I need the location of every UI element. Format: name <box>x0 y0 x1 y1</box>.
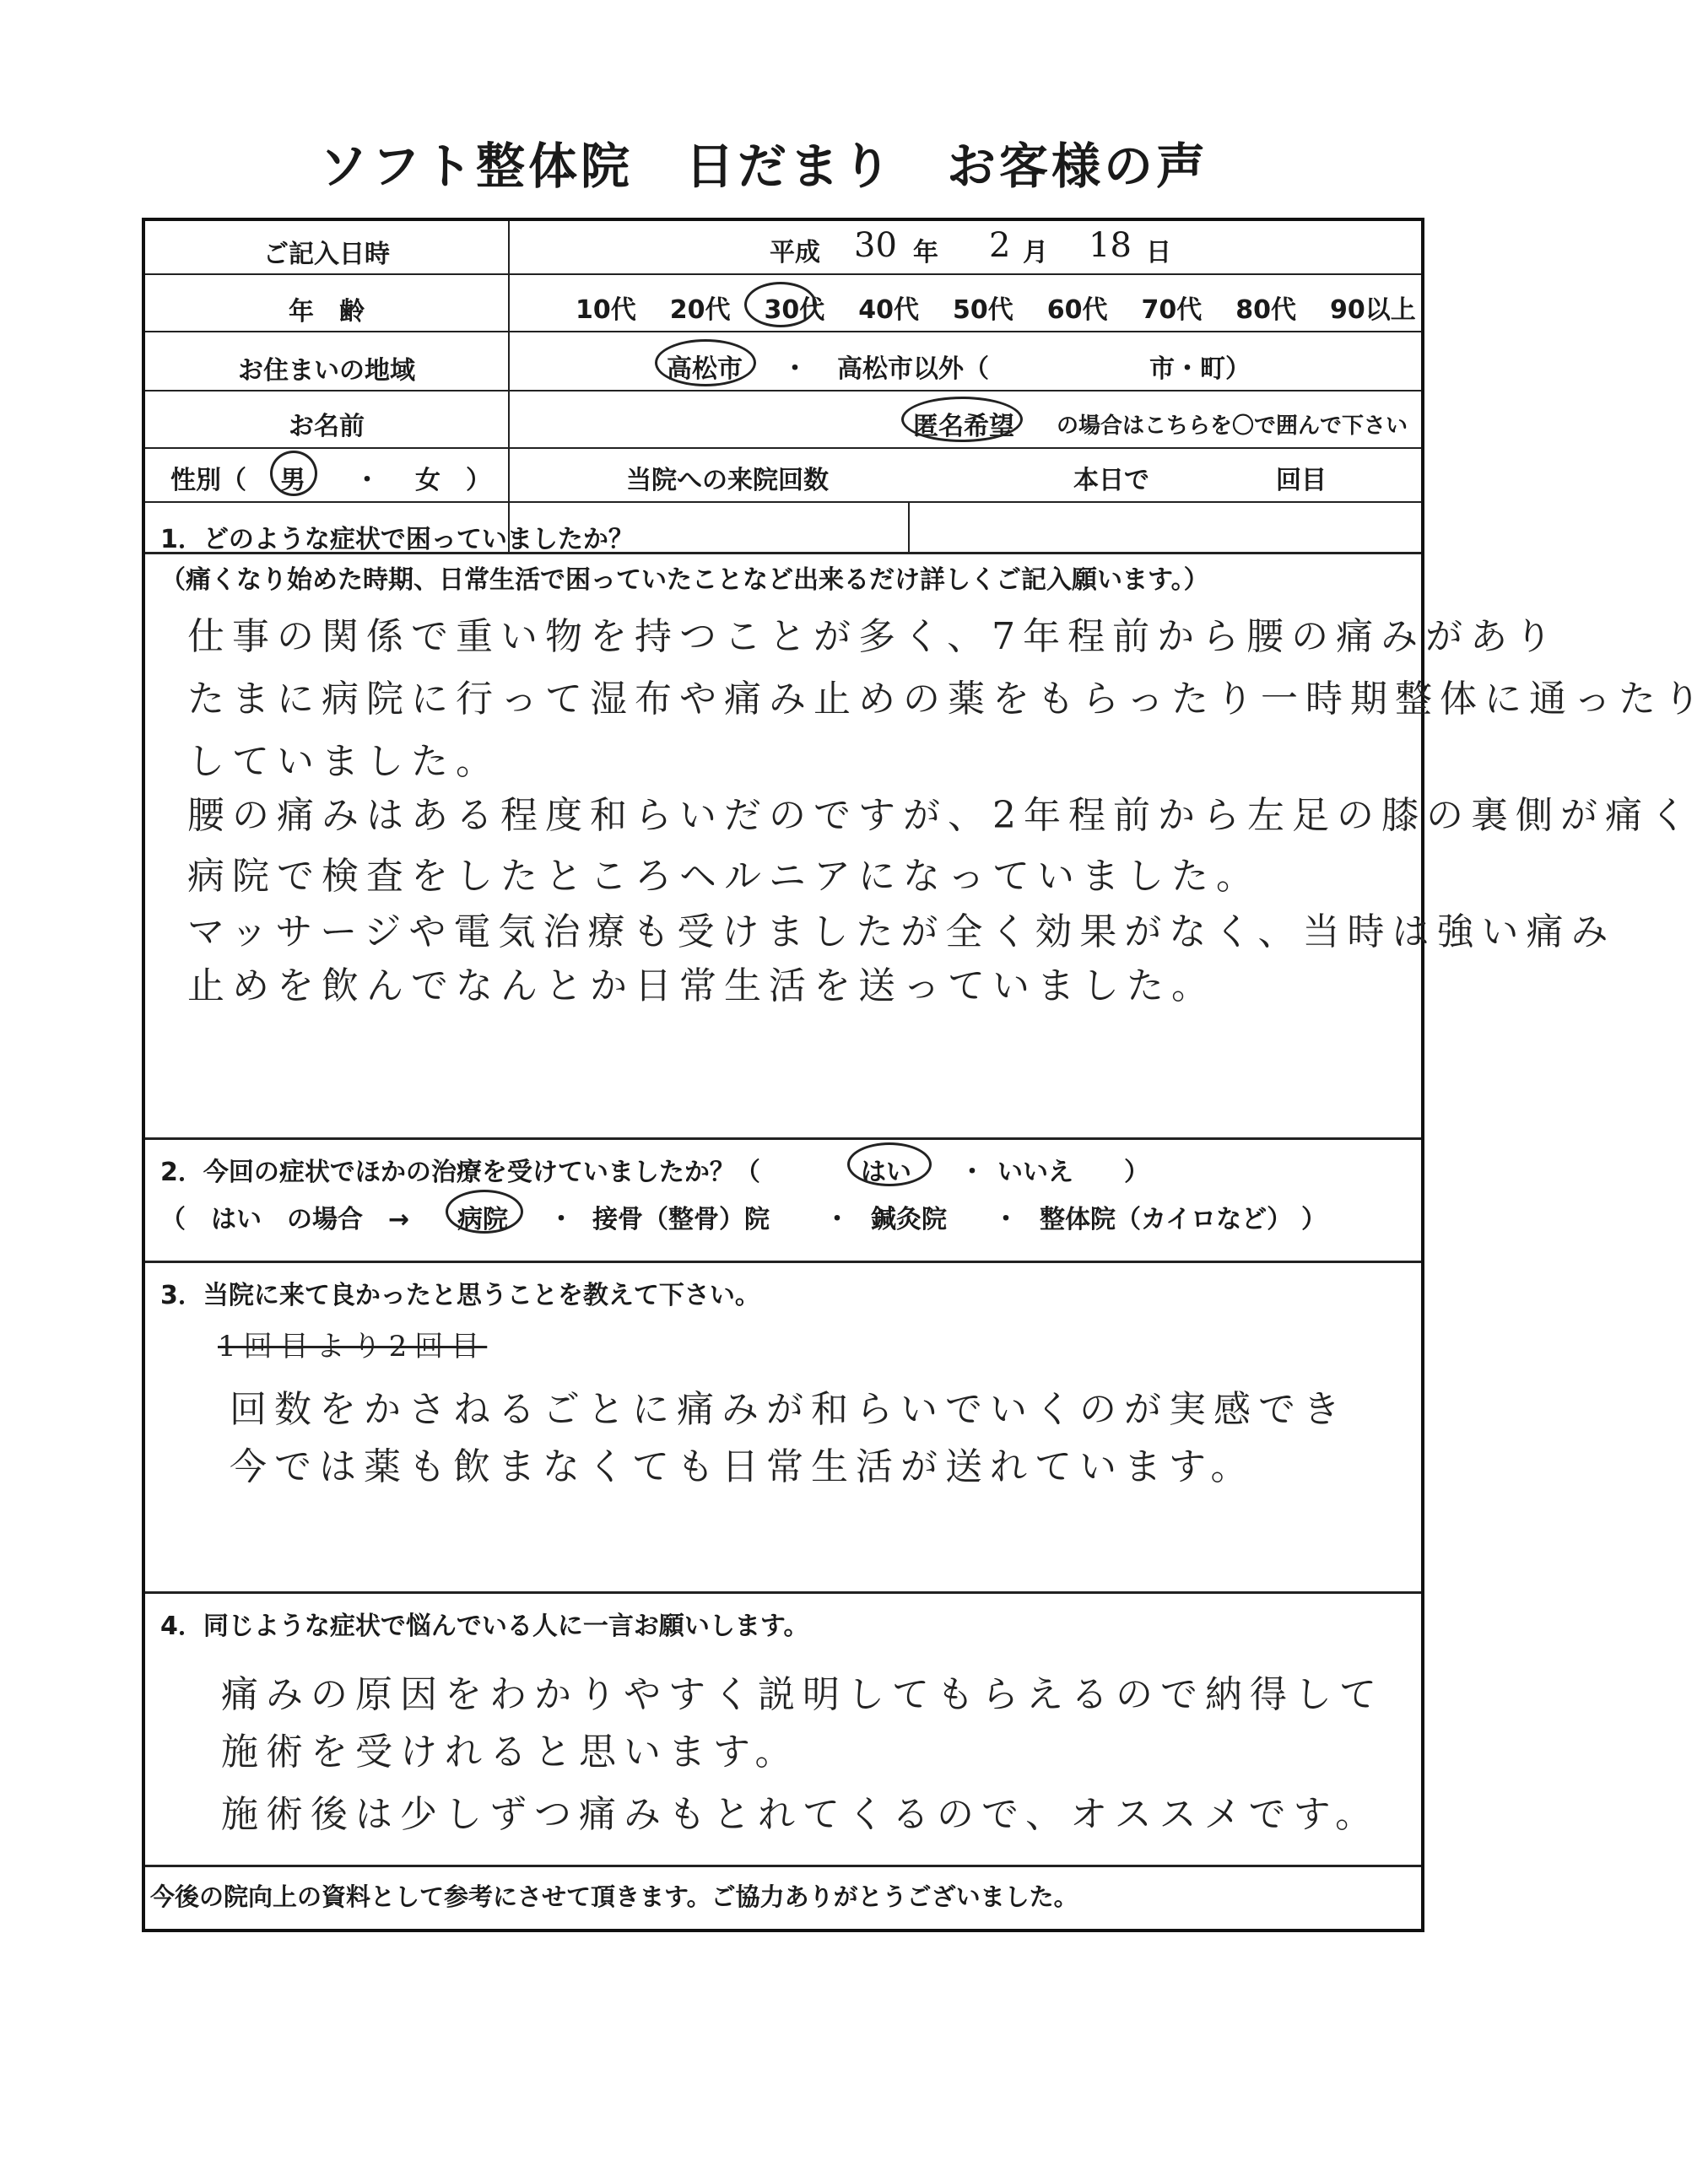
age-option[interactable]: 40代 <box>858 295 919 325</box>
q2-yes-selected-circle <box>847 1142 932 1186</box>
q2-question: 2．今回の症状でほかの治療を受けていましたか？（ <box>160 1158 760 1187</box>
q2-option-selected-circle <box>446 1190 523 1234</box>
q1-answer-line: していました。 <box>187 740 500 783</box>
q3-answer-line: 回数をかさねるごとに痛みが和らいでいくのが実感でき <box>230 1388 1348 1431</box>
age-selected-circle <box>744 282 817 327</box>
footer-note: 今後の院向上の資料として参考にさせて頂きます。ご協力ありがとうございました。 <box>150 1882 1078 1911</box>
q2-detail-prefix: （ はい の場合 → <box>160 1205 410 1234</box>
region-city-suffix: 市・町） <box>1149 354 1251 384</box>
q2-option-acupuncture[interactable]: 鍼灸院 <box>871 1205 947 1234</box>
age-label: 年 齢 <box>289 297 365 327</box>
q1-answer-line: 止めを飲んでなんとか日常生活を送っていました。 <box>187 964 1216 1007</box>
q4-answer-line: 施術を受けれると思います。 <box>221 1731 800 1774</box>
q2-close: ） <box>1124 1158 1149 1187</box>
age-option[interactable]: 30代 <box>764 295 825 325</box>
survey-form <box>142 218 1708 1932</box>
q1-answer-line: マッサージや電気治療も受けましたが全く効果がなく、当時は強い痛み <box>187 910 1616 953</box>
q3-question: 3．当院に来て良かったと思うことを教えて下さい。 <box>160 1281 760 1310</box>
q4-answer-line: 施術後は少しずつ痛みもとれてくるので、オススメです。 <box>221 1793 1381 1836</box>
row-divider <box>145 501 1421 503</box>
q1-question: 1．どのような症状で困っていましたか？ <box>160 525 634 554</box>
gender-selected-circle <box>270 451 317 496</box>
q1-note: （痛くなり始めた時期、日常生活で困っていたことなど出来るだけ詳しくご記入願います。） <box>160 565 1209 595</box>
date-year: 30 <box>854 226 897 265</box>
date-month-unit: 月 <box>1023 238 1048 267</box>
age-option[interactable]: 70代 <box>1141 295 1203 325</box>
page-title: ソフト整体院 日だまり お客様の声 <box>318 138 1208 195</box>
age-option[interactable]: 60代 <box>1046 295 1108 325</box>
q2-dot: ・ <box>959 1158 985 1187</box>
age-option[interactable]: 20代 <box>669 295 731 325</box>
q2-dot: ・ <box>993 1205 1019 1234</box>
visits-label: 当院への来院回数 <box>626 466 829 495</box>
q2-answer-no[interactable]: いいえ <box>997 1158 1073 1187</box>
age-option[interactable]: 80代 <box>1235 295 1296 325</box>
region-option-other[interactable]: 高松市以外（ <box>837 354 989 384</box>
age-option[interactable]: 50代 <box>953 295 1013 325</box>
q4-answer-line: 痛みの原因をわかりやすく説明してもらえるので納得して <box>221 1673 1384 1716</box>
row-divider <box>145 447 1421 449</box>
column-divider <box>908 501 910 552</box>
region-selected-circle <box>655 339 756 386</box>
date-year-unit: 年 <box>913 238 938 267</box>
q3-answer-line: 今では薬も飲まなくても日常生活が送れています。 <box>230 1445 1256 1488</box>
q3-struck-line: 1回目より2回目 <box>218 1330 488 1364</box>
visits-count-unit: 回目 <box>1276 466 1327 495</box>
section-divider <box>145 1137 1421 1140</box>
age-option[interactable]: 90以上 <box>1330 295 1416 325</box>
column-divider <box>508 221 510 552</box>
date-day: 18 <box>1089 226 1132 265</box>
row-divider <box>145 273 1421 275</box>
section-divider <box>145 1591 1421 1594</box>
region-separator: ・ <box>782 354 808 384</box>
region-option-takamatsu[interactable]: 高松市 <box>667 354 743 384</box>
gender-label-open: 性別（ <box>170 466 246 495</box>
date-era: 平成 <box>770 238 820 267</box>
q1-answer-line: 病院で検査をしたところヘルニアになっていました。 <box>187 855 1261 898</box>
q2-answer-yes[interactable]: はい <box>861 1158 911 1187</box>
gender-option-female[interactable]: 女 <box>415 466 441 495</box>
q2-dot: ・ <box>824 1205 850 1234</box>
anonymous-note: の場合はこちらを〇で囲んで下さい <box>1057 413 1408 439</box>
section-divider <box>145 1865 1421 1867</box>
anonymous-option[interactable]: 匿名希望 <box>913 412 1014 441</box>
age-option[interactable]: 10代 <box>576 295 636 325</box>
region-label: お住まいの地域 <box>238 356 415 386</box>
date-month: 2 <box>989 226 1011 265</box>
q1-answer-line: 仕事の関係で重い物を持つことが多く、7年程前から腰の痛みがあり <box>187 615 1560 658</box>
q1-answer-line: たまに病院に行って湿布や痛み止めの薬をもらったり一時期整体に通ったり <box>187 678 1708 721</box>
q1-answer-line: 腰の痛みはある程度和らいだのですが、2年程前から左足の膝の裏側が痛く <box>187 794 1694 837</box>
name-label: お名前 <box>289 412 365 441</box>
q2-option-hospital[interactable]: 病院 <box>457 1205 508 1234</box>
gender-dot: ・ <box>354 466 380 495</box>
q2-detail-suffix: ） <box>1301 1205 1327 1234</box>
row-divider <box>145 390 1421 392</box>
section-divider <box>145 1261 1421 1263</box>
q4-question: 4．同じような症状で悩んでいる人に一言お願いします。 <box>160 1612 809 1641</box>
gender-label-close: ） <box>466 466 491 495</box>
date-day-unit: 日 <box>1146 238 1171 267</box>
gender-option-male[interactable]: 男 <box>280 466 305 495</box>
q2-option-seitai[interactable]: 整体院（カイロなど） <box>1040 1205 1293 1234</box>
q2-dot: ・ <box>549 1205 574 1234</box>
visits-today-label: 本日で <box>1073 466 1149 495</box>
anonymous-selected-circle <box>901 397 1023 442</box>
age-options <box>576 289 1450 326</box>
date-label: ご記入日時 <box>263 240 390 269</box>
row-divider <box>145 331 1421 332</box>
q2-option-bonesetter[interactable]: 接骨（整骨）院 <box>592 1205 770 1234</box>
